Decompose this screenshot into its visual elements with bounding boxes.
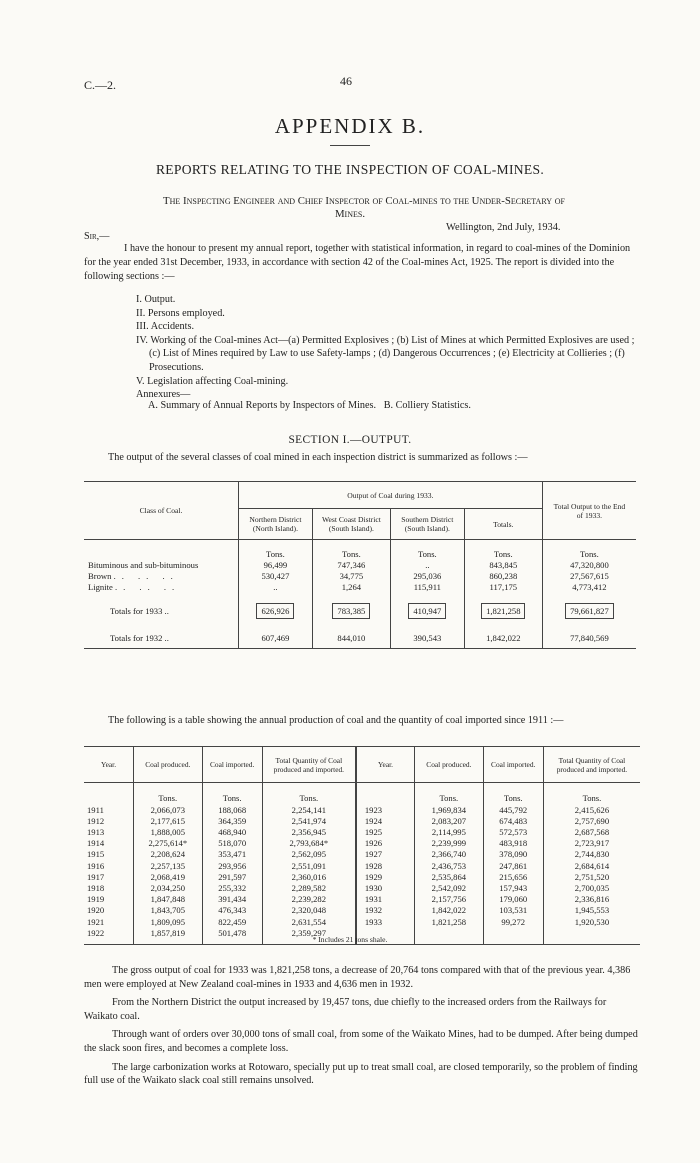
- closing-paragraph: The gross output of coal for 1933 was 1,821,258 tons, a decrease of 20,764 tons compared with that of the previous year. 4,386 men were employed at New Zealand coal-mines in 1933 and 4,636 men in 1932.: [84, 965, 631, 990]
- addressee-line: The Inspecting Engineer and Chief Inspector of Coal-mines to the Under-Secretary of: [163, 195, 565, 207]
- col-imported-2: Coal imported.: [483, 747, 543, 783]
- table-row: 1913 1,888,005 468,940 2,356,945 1925 2,114,995 572,573 2,687,568: [84, 827, 640, 838]
- table-row: 1919 1,847,848 391,434 2,239,282 1931 2,157,756 179,060 2,336,816: [84, 894, 640, 905]
- unit-label: Tons.: [464, 540, 542, 560]
- year-cell: 1914: [87, 838, 105, 849]
- section-heading: SECTION I.—OUTPUT.: [288, 434, 412, 446]
- year-cell: 1922: [87, 927, 105, 938]
- report-title: REPORTS RELATING TO THE INSPECTION OF COAL-MINES.: [155, 162, 545, 177]
- year-cell: 1916: [87, 860, 105, 871]
- col-year-2: Year.: [356, 747, 415, 783]
- title-rule: [330, 145, 370, 146]
- year-cell: 1918: [87, 882, 105, 893]
- annual-intro: The following is a table showing the annual production of coal and the quantity of coal imported since 1911 :—: [108, 715, 564, 726]
- output-table: [84, 481, 636, 649]
- year-cell: 1913: [87, 826, 105, 837]
- table-row-total-1932: Totals for 1932 .. 607,469 844,010 390,543 1,842,022 77,840,569: [84, 629, 636, 649]
- col-year: Year.: [101, 760, 117, 769]
- table-row: 1920 1,843,705 476,343 2,320,048 1932 1,842,022 103,531 1,945,553: [84, 905, 640, 916]
- closing-paragraph: From the Northern District the output increased by 19,457 tons, due chiefly to the increased orders from the Railways for Waikato coal.: [84, 997, 607, 1022]
- year-cell: 1930: [356, 883, 415, 894]
- unit-label: Tons.: [238, 540, 312, 560]
- intro-paragraph: I have the honour to present my annual report, together with statistical information, in regard to coal-mines of the Dominion for the year ended 31st December, 1933, in accordance with section 42 of the Coal-mines Act, 1925. The report is divided into the following sections :—: [84, 243, 631, 282]
- page-reference: C.—2.: [84, 78, 117, 92]
- footnote: * Includes 21 tons shale.: [312, 935, 388, 944]
- section-item: I. Output.: [136, 294, 176, 305]
- unit-label: Tons.: [483, 783, 543, 805]
- table-row-total-1933: Totals for 1933 .. 626,926 783,385 410,947 1,821,258 79,661,827: [84, 601, 636, 623]
- table-row: Bituminous and sub-bituminous 96,499 747,346 .. 843,845 47,320,800: [84, 560, 636, 571]
- col-total-2: Total Quantity of Coal produced and imported.: [543, 747, 640, 783]
- table-row: 1911 2,066,073 188,068 2,254,141 1923 1,969,834 445,792 2,415,626: [84, 805, 640, 816]
- closing-paragraph: Through want of orders over 30,000 tons of small coal, from some of the Waikato Mines, had to be dumped. After being dumped the slack soon fires, and becomes a complete loss.: [84, 1029, 638, 1054]
- appendix-title: APPENDIX B.: [274, 114, 426, 138]
- year-cell: 1923: [356, 805, 415, 816]
- col-produced: Coal produced.: [134, 747, 202, 783]
- sections-list: [136, 293, 636, 388]
- year-cell: 1917: [87, 871, 105, 882]
- section-item: III. Accidents.: [136, 321, 194, 333]
- col-produced-2: Coal produced.: [415, 747, 483, 783]
- year-cell: 1920: [87, 905, 105, 916]
- col-group-output-1933: Output of Coal during 1933.: [238, 482, 542, 509]
- col-imported: Coal imported.: [202, 747, 262, 783]
- year-cell: 1931: [356, 894, 415, 905]
- section-item: V. Legislation affecting Coal-mining.: [136, 375, 289, 387]
- year-cell: 1911: [87, 804, 104, 815]
- page-number: 46: [340, 74, 352, 88]
- annexures-list: A. Summary of Annual Reports by Inspectors of Mines. B. Colliery Statistics.: [148, 400, 471, 411]
- col-south: Southern District (South Island).: [390, 509, 464, 540]
- year-cell: 1921: [87, 916, 105, 927]
- closing-paragraph: The large carbonization works at Rotowaro, specially put up to treat small coal, are closed temporarily, so the problem of finding full use of the Waikato slack coal still remains unsolved.: [84, 1061, 638, 1087]
- unit-label: Tons.: [134, 783, 202, 805]
- annual-table: [84, 746, 640, 945]
- col-total-output: Total Output to the End of 1933.: [542, 482, 636, 540]
- unit-label: Tons.: [262, 783, 356, 805]
- table-row: 1915 2,208,624 353,471 2,562,095 1927 2,366,740 378,090 2,744,830: [84, 849, 640, 860]
- col-north: Northern District (North Island).: [238, 509, 312, 540]
- col-total: Total Quantity of Coal produced and imported.: [262, 747, 356, 783]
- table-row: 1921 1,809,095 822,459 2,631,554 1933 1,821,258 99,272 1,920,530: [84, 917, 640, 928]
- section-item: II. Persons employed.: [136, 307, 225, 319]
- year-cell: 1932: [356, 905, 415, 916]
- table-row: 1914 2,275,614* 518,070 2,793,684* 1926 2,239,999 483,918 2,723,917: [84, 838, 640, 849]
- year-cell: 1933: [356, 917, 415, 928]
- unit-label: Tons.: [390, 540, 464, 560]
- unit-label: Tons.: [542, 540, 636, 560]
- unit-label: Tons.: [415, 783, 483, 805]
- unit-label: Tons.: [202, 783, 262, 805]
- unit-label: Tons.: [312, 540, 390, 560]
- year-cell: 1928: [356, 861, 415, 872]
- annexures-label: Annexures—: [136, 389, 191, 400]
- table-row: 1917 2,068,419 291,597 2,360,016 1929 2,535,864 215,656 2,751,520: [84, 872, 640, 883]
- col-west: West Coast District (South Island).: [312, 509, 390, 540]
- place-date: Wellington, 2nd July, 1934.: [446, 222, 561, 233]
- year-cell: 1924: [356, 816, 415, 827]
- addressee-line-2: Mines.: [334, 208, 366, 220]
- section-item: IV. Working of the Coal-mines Act—(a) Permitted Explosives ; (b) List of Mines at which Permitted Explosives are used ; (c) List of Mines required by Law to use Safety-lamps ; (d) Dangerous Occurrences ; (e) Electricity at Collieries ; (f) Prosecutions.: [136, 334, 635, 373]
- table-row: 1918 2,034,250 255,332 2,289,582 1930 2,542,092 157,943 2,700,035: [84, 883, 640, 894]
- year-cell: 1929: [356, 872, 415, 883]
- table-row: Brown .. .. .. 530,427 34,775 295,036 860,238 27,567,615: [84, 571, 636, 582]
- salutation: Sir,—: [84, 231, 110, 242]
- year-cell: 1912: [87, 815, 105, 826]
- table-row: 1912 2,177,615 364,359 2,541,974 1924 2,083,207 674,483 2,757,690: [84, 816, 640, 827]
- table-row: 1922 1,857,819 501,478 2,359,297: [84, 928, 640, 939]
- year-cell: 1915: [87, 849, 105, 860]
- year-cell: 1925: [356, 827, 415, 838]
- col-totals: Totals.: [464, 509, 542, 540]
- unit-label: Tons.: [543, 783, 640, 805]
- col-class: Class of Coal.: [139, 506, 183, 515]
- table-row: Lignite .. .. .. .. 1,264 115,911 117,175 4,773,412: [84, 582, 636, 593]
- year-cell: 1927: [356, 849, 415, 860]
- year-cell: 1919: [87, 894, 105, 905]
- year-cell: 1926: [356, 838, 415, 849]
- output-intro: The output of the several classes of coal mined in each inspection district is summarized as follows :—: [108, 452, 528, 463]
- table-row: 1916 2,257,135 293,956 2,551,091 1928 2,436,753 247,861 2,684,614: [84, 861, 640, 872]
- closing-text: [84, 964, 640, 1088]
